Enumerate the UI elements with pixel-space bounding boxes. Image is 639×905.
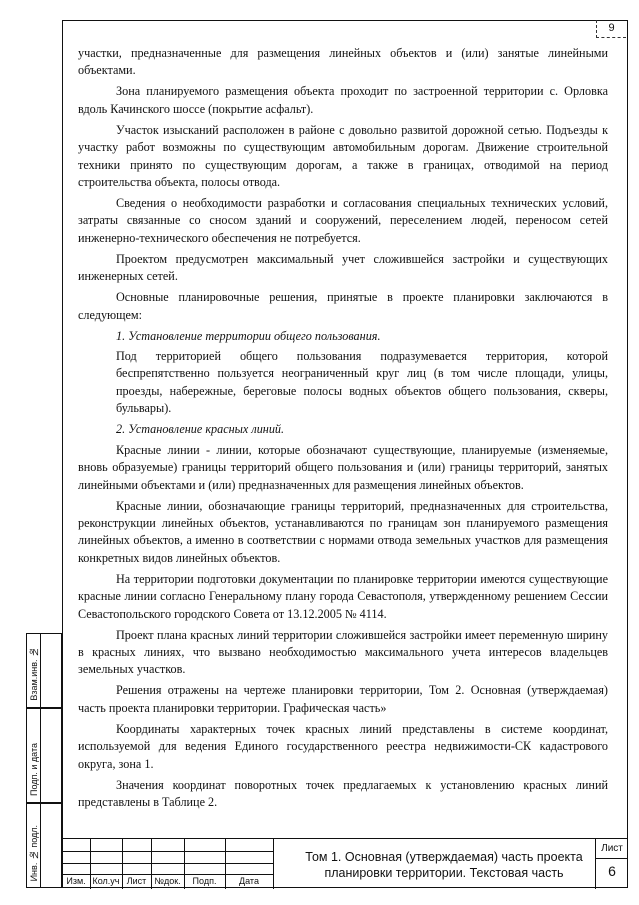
paragraph: участки, предназначенные для размещения линейных объектов и (или) занятые линейными объектами. [78,46,608,78]
page-number-top: 9 [596,20,626,38]
paragraph: Решения отражены на чертеже планировки территории, Том 2. Основная (утверждаемая) часть проекта планировки территории. Графическая часть» [78,683,608,715]
paragraph: 2. Установление красных линий. [116,422,285,437]
podp-label: Подп. и дата [29,742,39,796]
paragraph: Участок изысканий расположен в районе с довольно развитой дорожной сетью. Подъезды к участку работ возможны по существующим автомобильным дорогам. Движение строительной техники принято по существующим дорогам, а также в границах, отводимой на период строительства объекта, полосы отвода. [78,122,608,190]
inv-label: Инв. № подл. [29,824,39,881]
paragraph: Сведения о необходимости разработки и согласования специальных технических условий, затраты связанные со сносом зданий и сооружений, переселением людей, переносом сетей инженерно-технического обеспечения не потребуется. [78,196,608,245]
stamp-header-ndok: №док. [154,876,181,886]
vzam-cell [26,633,62,708]
stamp-header-kolуч: Кол.уч [92,876,120,886]
paragraph: 1. Установление территории общего пользования. [116,328,381,343]
paragraph: Проектом предусмотрен максимальный учет сложившейся застройки и существующих инженерных сетей. [78,251,608,284]
paragraph: Красные линии - линии, которые обозначают существующие, планируемые (изменяемые, вновь образуемые) границы территорий общего пользования и (или) границы территорий, занятых линейными объектами и (или) предназначенных для размещения линейных объектов. [78,442,608,492]
document-title: Том 1. Основная (утверждаемая) часть проекта планировки территории. Текстовая часть [305,850,583,880]
paragraph: На территории подготовки документации по планировке территории имеются существующие красные линии согласно Генеральному плану города Севастополя, утвержденному решением Сессии Севастопольского городского Совета от 13.12.2005 № 4114. [78,571,608,621]
side-label-strip [26,633,62,888]
sheet-label: Лист [601,843,623,854]
sheet-number: 6 [608,863,616,879]
inv-cell [26,803,62,888]
stamp-header-podp: Подп. [192,876,217,886]
vzam-label: Взам.инв. № [29,647,39,701]
paragraph: Координаты характерных точек красных линий представлены в системе координат, используемой для ведения Единого государственного реестра недвижимости-СК кадастрового округа, зона 1. [78,721,608,771]
paragraph: Значения координат поворотных точек предлагаемых к установлению красных линий представлены в Таблице 2. [78,777,608,809]
paragraph: Красные линии, обозначающие границы территорий, предназначенных для строительства, реконструкции линейных объектов, устанавливаются по границам зон планируемого размещения линейных объектов, а именно в соответствии с нормами отвода земельных участков для размещения конкретных видов линейных объектов. [78,498,608,565]
paragraph: Проект плана красных линий территории сложившейся застройки имеет переменную ширину в красных линиях, что вызвано необходимостью максимального учета интересов владельцев земельных участков. [78,627,608,677]
paragraph: Основные планировочные решения, принятые в проекте планировки заключаются в следующем: [78,290,608,322]
document-body [78,45,608,815]
podp-cell [26,708,62,803]
paragraph: Под территорией общего пользования подразумевается территория, которой беспрепятственно пользуется неограниченный круг лиц (в том числе площади, улицы, проезды, набережные, береговые полосы водных объектов общего пользования, скверы, бульвары). [116,349,608,416]
stamp-header-izm: Изм. [66,876,86,886]
stamp-header-data: Дата [239,876,259,886]
paragraph: Зона планируемого размещения объекта проходит по застроенной территории с. Орловка вдоль Качинского шоссе (покрытие асфальт). [78,84,608,116]
stamp-header-list: Лист [126,876,147,886]
title-block [62,838,628,888]
